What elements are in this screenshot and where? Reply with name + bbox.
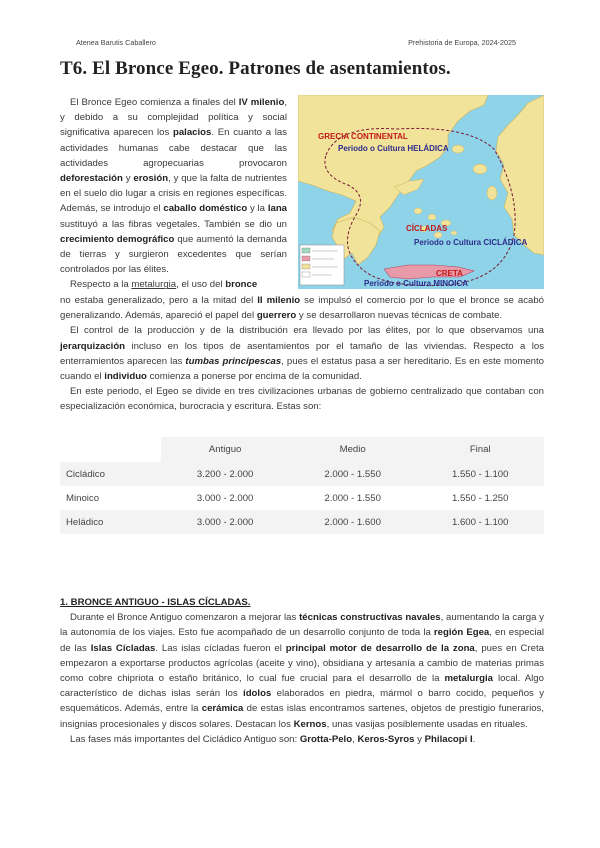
table-header-final: Final: [416, 437, 544, 462]
map-label-minoan: Periodo o Cultura MINOICA: [364, 279, 468, 288]
periods-table: [60, 437, 544, 534]
map-label-greece: GRECIA CONTINENTAL: [318, 132, 408, 141]
table-row: Minoico 3.000 - 2.000 2.000 - 1.550 1.550 - 1.250: [66, 492, 509, 504]
table-row: Heládico 3.000 - 2.000 2.000 - 1.600 1.600 - 1.100: [60, 510, 544, 534]
body-paragraphs: no estaba generalizado, pero a la mitad del II milenio se impulsó el comercio por lo que el bronce se acabó generalizando. Además, apareció el papel del guerrero y se desarrollaron nuevas técnicas de combate. El control de la producción y de la distribución era llevado por las élites, por lo que observamos una jerarquización incluso en los tipos de asentamientos por el tamaño de las viviendas. Respecto a los enterramientos aparecen las tumbas principescas, pues el estatus pasa a ser hereditario. Es en este momento cuando el individuo comienza a ponerse por encima de la comunidad. En este periodo, el Egeo se divide en tres civilizaciones urbanas de gobierno centralizado que contaban con especialización económica, burocracia y escritura. Estas son:: [60, 295, 544, 413]
aegean-map: [298, 95, 544, 289]
table-header-antiguo: Antiguo: [161, 437, 289, 462]
header-course: Prehistoria de Europa, 2024-2025: [408, 38, 516, 47]
map-label-crete: CRETA: [436, 269, 463, 278]
page-title: T6. El Bronce Egeo. Patrones de asentamientos.: [60, 58, 451, 79]
map-label-cycladic: Periodo o Cultura CICLÁDICA: [414, 238, 528, 247]
intro-paragraph: El Bronce Egeo comienza a finales del IV milenio, y debido a su complejidad política y social significativa aparecen los palacios. En cuanto a las actividades humanas cabe destacar que las actividades agropecuarias provocaron deforestación y erosión, y que la falta de nutrientes en el suelo dio lugar a crisis en regiones específicas. Además, se introdujo el caballo doméstico y la lana sustituyó a las fibras vegetales. También se dio un crecimiento demográfico que aumentó la demanda de tierras y surgieron excedentes que serían controlados por las élites. Respecto a la metalurgia, el uso del bronce: [60, 97, 288, 291]
section-heading: 1. BRONCE ANTIGUO - ISLAS CÍCLADAS.: [60, 597, 251, 608]
map-label-cyclades: CÍCLADAS: [406, 224, 448, 233]
section-1: 1. BRONCE ANTIGUO - ISLAS CÍCLADAS. Durante el Bronce Antiguo comenzaron a mejorar las técnicas constructivas navales, aumentando la carga y la autonomía de los viajes. Esto fue acompañado de un desarrollo conjunto de toda la región Egea, en especial de las Islas Cícladas. Las islas cícladas fueron el principal motor de desarrollo de la zona, pues en Creta empezaron a exportarse productos agrícolas (aceite y vino), obsidiana y artesanía a cambio de materias primas como cobre chipriota o estaño británico, lo cual fue crucial para el desarrollo de la metalurgia local. Algo característico de dichas islas serán los ídolos elaborados en piedra, mármol o barro cocido, pequeños y esquemáticos. Además, entre la cerámica de estas islas encontramos sartenes, objetos de prestigio funerarios, insignias procesionales y discos solares. Destacan los Kernos, unas vasijas posiblemente usadas en rituales. Las fases más importantes del Cicládico Antiguo son: Grotta-Pelo, Keros-Syros y Philacopi I.: [60, 597, 545, 745]
map-label-helladic: Periodo o Cultura HELÁDICA: [338, 144, 449, 153]
table-row: Cicládico 3.200 - 2.000 2.000 - 1.550 1.550 - 1.100: [60, 462, 544, 486]
header-author: Atenea Barutis Caballero: [76, 38, 156, 47]
table-header-medio: Medio: [289, 437, 417, 462]
table-corner: [60, 437, 161, 462]
